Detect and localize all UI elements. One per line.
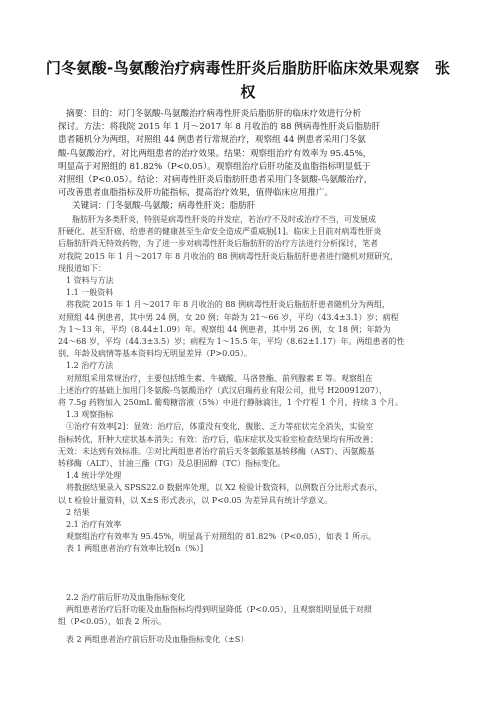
body-line: 组（P<0.05），如表 2 所示。	[58, 617, 167, 627]
keywords-line: 关键词：门冬氨酸-鸟氨酸；病毒性肝炎；脂肪肝	[72, 201, 256, 212]
body-line: 别、年龄及病情等基本资料均无明显差异（P>0.05）。	[58, 349, 252, 359]
body-line: 为 1～13 年，平均（8.44±1.09）年。观察组 44 例患者，其中男 26 例，女 18 例；年龄为	[58, 324, 391, 334]
abstract-line: 摘要：目的：对门冬氨酸-鸟氨酸治疗病毒性肝炎后脂肪肝的临床疗效进行分析	[66, 109, 362, 119]
body-line: 24～68 岁，平均（44.3±3.5）岁；病程为 1～15.5 年，平均（8.62±1.17）年。两组患者的性	[58, 337, 405, 347]
body-line: 对照组 44 例患者，其中男 24 例，女 20 例；年龄为 21～66 岁，平均（43.4±3.1）岁；病程	[58, 312, 399, 322]
abstract-line: 可改善患者血脂指标及肝功能指标，提高治疗效果，值得临床应用推广。	[58, 188, 334, 199]
section-heading: 2.2 治疗前后肝功及血脂指标变化	[66, 592, 186, 602]
body-line: 脂肪肝为多类肝炎，特别是病毒性肝炎的并发症，若治疗不及时或治疗不当，可发展成	[72, 215, 376, 224]
abstract-line: 明显高于对照组的 81.82%（P<0.05）。观察组治疗后肝功能及血脂指标明显低于	[58, 161, 371, 172]
section-heading: 1.3 观察指标	[66, 410, 114, 420]
body-line: 转移酶（ALT）、甘油三酯（TG）及总胆固醇（TC）指标变化。	[58, 459, 285, 469]
abstract-line: 酸-鸟氨酸治疗，对比两组患者的治疗效果。结果：观察组治疗有效率为 95.45%，	[58, 148, 372, 159]
abstract-block	[58, 108, 448, 214]
table-placeholder	[58, 556, 448, 592]
abstract-line: 探讨。方法：将我院 2015 年 1 月～2017 年 8 月收治的 88 例病毒性肝炎后脂肪肝	[58, 122, 381, 133]
body-line: 无效：未达到有效标准。②对比两组患者治疗前后天冬氨酸氨基转移酶（AST）、丙氨酸基	[58, 446, 375, 456]
paper-title	[40, 56, 456, 104]
section-heading: 1.1 一般资料	[66, 288, 114, 298]
section-heading: 2 结果	[66, 507, 90, 517]
body-line: 现报道如下：	[58, 263, 106, 273]
body-line: 观察组治疗有效率为 95.45%，明显高于对照组的 81.82%（P<0.05），如表 1 所示。	[66, 532, 377, 542]
body-line: 以 t 检验计量资料，以 X±S 形式表示，以 P<0.05 为差异具有统计学意义。	[58, 495, 333, 505]
table-caption: 表 1 两组患者治疗有效率比较[n（%）]	[66, 544, 204, 554]
body-line: 指标转优，肝肿大症状基本消失；有效：治疗后，临床症状及实验室检查结果均有所改善；	[58, 434, 378, 444]
abstract-line: 患者随机分为两组，对照组 44 例患者行常规治疗，观察组 44 例患者采用门冬氨	[58, 135, 366, 146]
body-line: ①治疗有效率[2]：显效：治疗后，体重没有变化，腹胀、乏力等症状完全消失，实验室	[66, 422, 374, 432]
body-line: 将数据结果录入 SPSS22.0 数据库处理，以 X2 检验计数资料，以例数百分比形式表示，	[66, 483, 383, 493]
section-heading: 1.4 统计学处理	[66, 471, 122, 481]
section-heading: 1 资料与方法	[66, 276, 114, 286]
body-line: 将我院 2015 年 1 月～2017 年 8 月收治的 88 例病毒性肝炎后脂肪肝患者随机分为两组，	[66, 300, 390, 310]
section-heading: 2.1 治疗有效率	[66, 520, 122, 530]
title-line-2: 权	[240, 83, 256, 101]
body-line: 两组患者治疗后肝功能及血脂指标均得到明显降低（P<0.05），且观察组明显低于对照	[66, 604, 372, 614]
abstract-line: 对照组（P<0.05）。结论：对病毒性肝炎后脂肪肝患者采用门冬氨酸-鸟氨酸治疗，	[58, 175, 373, 186]
title-line-1: 门冬氨酸-鸟氨酸治疗病毒性肝炎后脂肪肝临床效果观察 张	[45, 59, 451, 77]
body-line: 对照组采用常规治疗，主要包括维生素、牛磺酸、马洛替酯、前列腺素 E 等。观察组在	[66, 373, 373, 383]
body-line: 肝硬化、甚至肝癌，给患者的健康甚至生命安全造成严重威胁[1]。临床上目前对病毒性肝炎	[58, 227, 382, 237]
body-line: 上述治疗的基础上加用门冬氨酸-鸟氨酸治疗（武汉启瑞药业有限公司，批号 H20091207），	[58, 385, 387, 395]
body-line: 后脂肪肝尚无特效药物，为了进一步对病毒性肝炎后脂肪肝的治疗方法进行分析探讨，笔者	[58, 239, 378, 249]
body-line: 将 7.5g 药物加入 250mL 葡萄糖溶液（5%）中进行静脉滴注，1 个疗程 1 个月，持续 3 个月。	[58, 398, 403, 408]
body-text	[58, 214, 448, 647]
table-caption: 表 2 两组患者治疗前后肝功及血脂指标变化（±S）	[66, 635, 249, 645]
section-heading: 1.2 治疗方法	[66, 361, 114, 371]
body-line: 对我院 2015 年 1 月～2017 年 8 月收治的 88 例病毒性肝炎后脂肪肝患者进行随机对照研究，	[58, 251, 398, 261]
